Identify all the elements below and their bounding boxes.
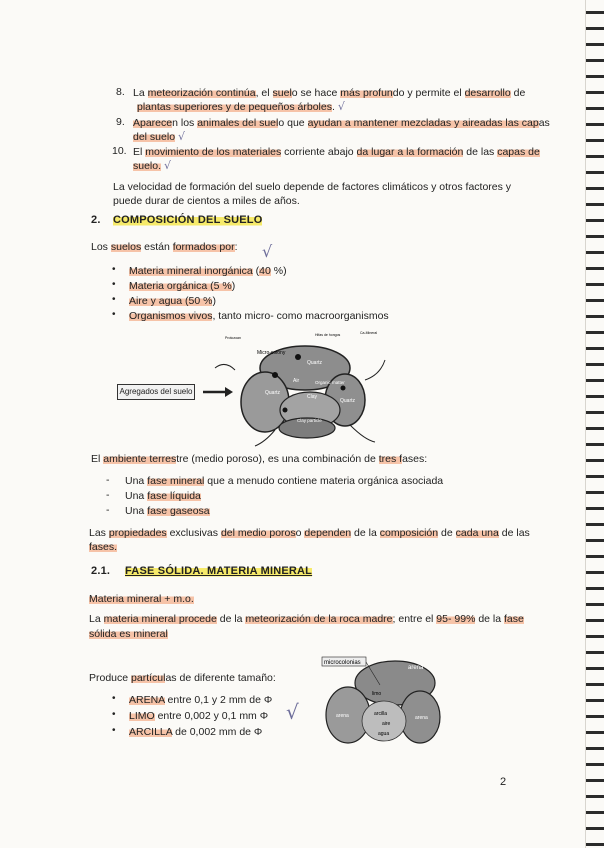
list-item-line: del suelo √	[133, 130, 185, 143]
aggregate-label: Agregados del suelo	[117, 384, 195, 400]
bullet: •	[112, 725, 116, 736]
section-title: FASE SÓLIDA. MATERIA MINERAL	[125, 565, 313, 577]
spiral-binding	[585, 0, 604, 848]
bullet: •	[112, 279, 116, 290]
check-mark: √	[286, 700, 299, 724]
paragraph-line: Produce partículas de diferente tamaño:	[89, 672, 276, 684]
diagram-label: Quartz	[307, 360, 323, 366]
diagram-label: arena	[336, 713, 349, 719]
list-item-line: suelo. √	[133, 159, 171, 172]
paragraph-line: La materia mineral procede de la meteorización de la roca madre; entre el 95- 99% de la fase	[89, 613, 524, 625]
dash: -	[106, 489, 110, 501]
section-title: COMPOSICIÓN DEL SUELO	[113, 214, 263, 226]
diagram-label: Ca-Mineral	[360, 331, 378, 335]
diagram-label: agua	[378, 731, 390, 737]
list-number: 10.	[112, 145, 127, 157]
particle-item: ARENA entre 0,1 y 2 mm de Φ	[129, 694, 273, 706]
check-mark: √	[262, 242, 273, 261]
list-item-line: La meteorización continúa, el suelo se hace más profundo y permite el desarrollo de	[133, 87, 526, 99]
phase-item: Una fase mineral que a menudo contiene materia orgánica asociada	[125, 475, 444, 487]
bullet: •	[112, 294, 116, 305]
paragraph-line: sólida es mineral	[89, 628, 168, 640]
diagram-label: Air	[293, 378, 300, 384]
diagram-label: arena	[408, 665, 424, 671]
diagram-label: aire	[382, 721, 391, 727]
composition-item: Organismos vivos, tanto micro- como macroorganismos	[129, 310, 389, 322]
diagram-label: arcilla	[374, 711, 388, 717]
bullet: •	[112, 693, 116, 704]
particle-diagram	[320, 655, 450, 755]
composition-item: Aire y agua (50 %)	[129, 295, 216, 307]
diagram-label: microcolonias	[324, 660, 361, 666]
diagram-label: arena	[415, 715, 428, 721]
soil-aggregate-diagram	[195, 330, 395, 450]
diagram-label: Clay particle	[297, 418, 322, 423]
diagram-label: Clay	[307, 394, 318, 400]
list-number: 9.	[116, 116, 125, 128]
mineral-formula: Materia mineral + m.o.	[89, 593, 194, 605]
page-number: 2	[500, 776, 507, 788]
bullet: •	[112, 709, 116, 720]
diagram-label: Micro-colony	[257, 350, 286, 356]
bullet: •	[112, 264, 116, 275]
list-item-line: El movimiento de los materiales corriente abajo da lugar a la formación de las capas de	[133, 146, 540, 158]
section-number: 2.1.	[91, 565, 111, 577]
particle-item: LIMO entre 0,002 y 0,1 mm Φ	[129, 710, 269, 722]
phase-item: Una fase líquida	[125, 490, 201, 502]
paragraph-line: fases.	[89, 541, 118, 553]
paragraph-line: Los suelos están formados por:	[91, 241, 238, 253]
paragraph-line: puede durar de cientos a miles de años.	[113, 195, 300, 207]
paragraph-line: La velocidad de formación del suelo depende de factores climáticos y otros factores y	[113, 181, 512, 193]
diagram-label: Hifas de hongos	[315, 333, 341, 337]
paragraph-line: El ambiente terrestre (medio poroso), es una combinación de tres fases:	[91, 453, 428, 465]
list-item-line: plantas superiores y de pequeños árboles. √	[137, 100, 345, 113]
list-item-line: Aparecen los animales del suelo que ayudan a mantener mezcladas y aireadas las capas	[133, 117, 550, 129]
composition-item: Materia mineral inorgánica (40 %)	[129, 265, 287, 277]
list-number: 8.	[116, 86, 125, 98]
dash: -	[106, 474, 110, 486]
composition-item: Materia orgánica (5 %)	[129, 280, 236, 292]
phase-item: Una fase gaseosa	[125, 505, 210, 517]
diagram-label: Organic matter	[315, 380, 345, 385]
bullet: •	[112, 309, 116, 320]
diagram-label: Protozoan	[225, 336, 241, 340]
dash: -	[106, 504, 110, 516]
diagram-label: limo	[372, 691, 382, 697]
diagram-label: Quartz	[340, 398, 356, 404]
diagram-label: Quartz	[265, 390, 281, 396]
section-number: 2.	[91, 214, 101, 226]
paragraph-line: Las propiedades exclusivas del medio poroso dependen de la composición de cada una de las	[89, 527, 530, 539]
particle-item: ARCILLA de 0,002 mm de Φ	[129, 726, 263, 738]
